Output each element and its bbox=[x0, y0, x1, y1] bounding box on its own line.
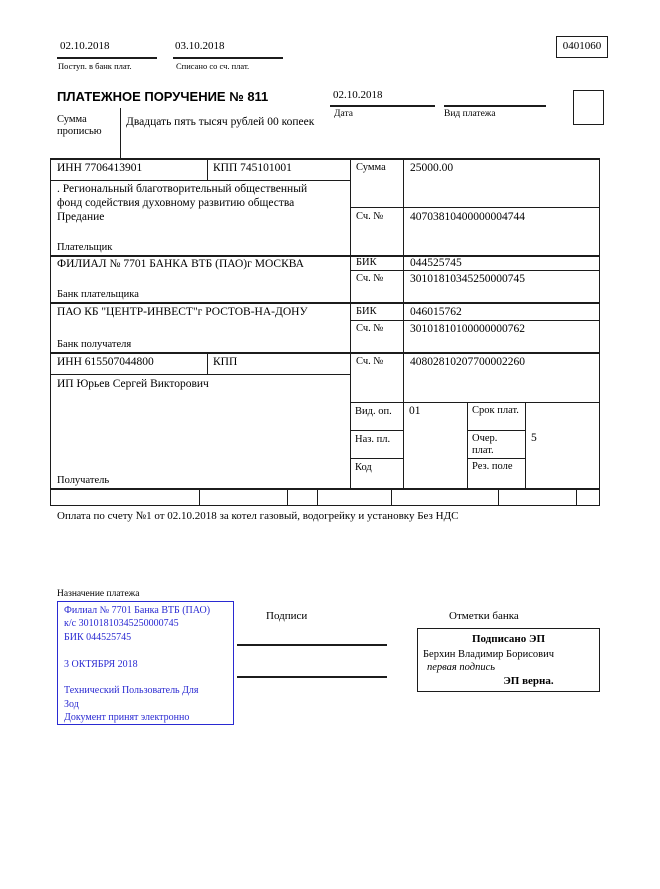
payer-account-label: Сч. № bbox=[356, 211, 384, 222]
table-border bbox=[350, 270, 599, 271]
bank-stamp-line: 3 ОКТЯБРЯ 2018 bbox=[64, 658, 138, 670]
table-border bbox=[350, 430, 403, 431]
esign-title: Подписано ЭП bbox=[471, 633, 546, 645]
form-code: 0401060 bbox=[562, 40, 602, 52]
table-border bbox=[50, 158, 600, 160]
amount-words-value: Двадцать пять тысяч рублей 00 копеек bbox=[126, 116, 315, 128]
esign-verified: ЭП верна. bbox=[503, 675, 554, 687]
bank-marks-heading: Отметки банка bbox=[449, 610, 519, 622]
op-type-value: 01 bbox=[409, 405, 421, 417]
bank-stamp-line bbox=[64, 644, 210, 657]
payer-section-label: Плательщик bbox=[57, 242, 113, 253]
payer-name-line3: Предание bbox=[57, 211, 105, 223]
purpose-text: Оплата по счету №1 от 02.10.2018 за котел газовый, водогрейку и установку Без НДС bbox=[57, 510, 459, 522]
table-border bbox=[350, 158, 351, 488]
payer-bank-bik-value: 044525745 bbox=[410, 257, 462, 269]
code-label: Код bbox=[355, 462, 372, 473]
sum-value: 25000.00 bbox=[410, 162, 454, 174]
bank-stamp-line: Документ принят электронно bbox=[64, 712, 190, 724]
table-border bbox=[50, 302, 600, 304]
table-border bbox=[467, 458, 525, 459]
divider-line bbox=[57, 57, 157, 59]
payer-bank-section-label: Банк плательщика bbox=[57, 289, 139, 300]
table-border bbox=[50, 352, 600, 354]
document-title: ПЛАТЕЖНОЕ ПОРУЧЕНИЕ № 811 bbox=[57, 89, 269, 104]
bank-stamp-line bbox=[64, 671, 210, 684]
payer-bank-account-value: 30101810345250000745 bbox=[410, 273, 525, 285]
order-label: Очер. плат. bbox=[472, 433, 498, 456]
bank-stamp-line: Зод bbox=[64, 698, 79, 710]
table-border bbox=[599, 158, 600, 505]
table-border bbox=[287, 489, 288, 505]
form-code-box bbox=[556, 36, 608, 58]
payee-account-value: 40802810207700002260 bbox=[410, 356, 525, 368]
received-date: 02.10.2018 bbox=[60, 40, 110, 52]
bank-stamp-line: Филиал № 7701 Банка ВТБ (ПАО) bbox=[64, 605, 211, 616]
bank-stamp-line: к/с 30101810345250000745 bbox=[64, 618, 179, 630]
table-border bbox=[467, 430, 525, 431]
table-border bbox=[317, 489, 318, 505]
term-label: Срок плат. bbox=[472, 405, 519, 416]
payee-bank-bik-label: БИК bbox=[356, 306, 377, 317]
divider-line bbox=[330, 105, 435, 107]
debited-date: 03.10.2018 bbox=[175, 40, 225, 52]
payee-bank-name: ПАО КБ "ЦЕНТР-ИНВЕСТ"г РОСТОВ-НА-ДОНУ bbox=[57, 306, 308, 318]
table-border bbox=[50, 488, 600, 490]
signature-line bbox=[237, 644, 387, 646]
esign-subtitle: первая подпись bbox=[427, 662, 496, 673]
purpose-label: Назначение платежа bbox=[57, 589, 140, 599]
bank-stamp-line: Технический Пользователь Для bbox=[64, 685, 199, 697]
payment-type-box bbox=[573, 90, 604, 125]
payee-bank-account-label: Сч. № bbox=[356, 323, 384, 334]
bank-stamp-text bbox=[64, 604, 210, 725]
table-border bbox=[50, 180, 350, 181]
table-border bbox=[525, 402, 526, 488]
debited-date-label: Списано со сч. плат. bbox=[176, 61, 250, 71]
payee-kpp: КПП bbox=[213, 356, 238, 368]
sum-label: Сумма bbox=[356, 162, 386, 173]
table-border bbox=[391, 489, 392, 505]
received-date-label: Поступ. в банк плат. bbox=[58, 61, 132, 71]
table-border bbox=[50, 255, 600, 257]
amount-words-label: Сумма прописью bbox=[57, 114, 102, 137]
payer-bank-name: ФИЛИАЛ № 7701 БАНКА ВТБ (ПАО)г МОСКВА bbox=[57, 258, 304, 270]
table-border bbox=[576, 489, 577, 505]
payer-name-line2: фонд содействия духовному развитию общества bbox=[57, 197, 295, 209]
divider-line bbox=[444, 105, 546, 107]
payee-bank-section-label: Банк получателя bbox=[57, 339, 132, 350]
payee-inn: ИНН 615507044800 bbox=[57, 356, 154, 368]
signature-line bbox=[237, 676, 387, 678]
op-type-label: Вид. оп. bbox=[355, 406, 392, 417]
signatures-heading: Подписи bbox=[266, 610, 308, 622]
payer-bank-account-label: Сч. № bbox=[356, 273, 384, 284]
payer-kpp: КПП 745101001 bbox=[213, 162, 292, 174]
payer-account-value: 40703810400000004744 bbox=[410, 211, 525, 223]
payer-bank-bik-label: БИК bbox=[356, 257, 377, 268]
esign-name: Берхин Владимир Борисович bbox=[423, 649, 554, 660]
divider-line bbox=[173, 57, 283, 59]
table-border bbox=[207, 352, 208, 374]
payer-inn: ИНН 7706413901 bbox=[57, 162, 143, 174]
res-field-label: Рез. поле bbox=[472, 461, 513, 472]
bank-stamp-line: БИК 044525745 bbox=[64, 631, 132, 643]
table-border bbox=[350, 320, 599, 321]
esign-stamp-box bbox=[417, 628, 600, 692]
table-border bbox=[498, 489, 499, 505]
payee-bank-bik-value: 046015762 bbox=[410, 306, 462, 318]
table-border bbox=[350, 402, 599, 403]
table-border bbox=[403, 158, 404, 488]
payee-section-label: Получатель bbox=[57, 475, 110, 486]
table-border bbox=[350, 207, 599, 208]
table-border bbox=[50, 505, 600, 506]
divider-line bbox=[120, 108, 121, 158]
date-label: Дата bbox=[334, 109, 353, 119]
document-date: 02.10.2018 bbox=[333, 89, 383, 101]
pay-purpose-label: Наз. пл. bbox=[355, 434, 391, 445]
table-border bbox=[50, 374, 350, 375]
payment-type-label: Вид платежа bbox=[444, 109, 496, 119]
bank-stamp-box bbox=[57, 601, 234, 725]
order-value: 5 bbox=[531, 432, 537, 444]
table-border bbox=[350, 458, 403, 459]
payer-name-line1: . Региональный благотворительный общественный bbox=[57, 183, 308, 195]
table-border bbox=[199, 489, 200, 505]
payee-account-label: Сч. № bbox=[356, 356, 384, 367]
table-border bbox=[467, 402, 468, 488]
payee-bank-account-value: 30101810100000000762 bbox=[410, 323, 525, 335]
table-border bbox=[50, 158, 51, 505]
payee-name: ИП Юрьев Сергей Викторович bbox=[57, 378, 209, 390]
table-border bbox=[207, 158, 208, 180]
